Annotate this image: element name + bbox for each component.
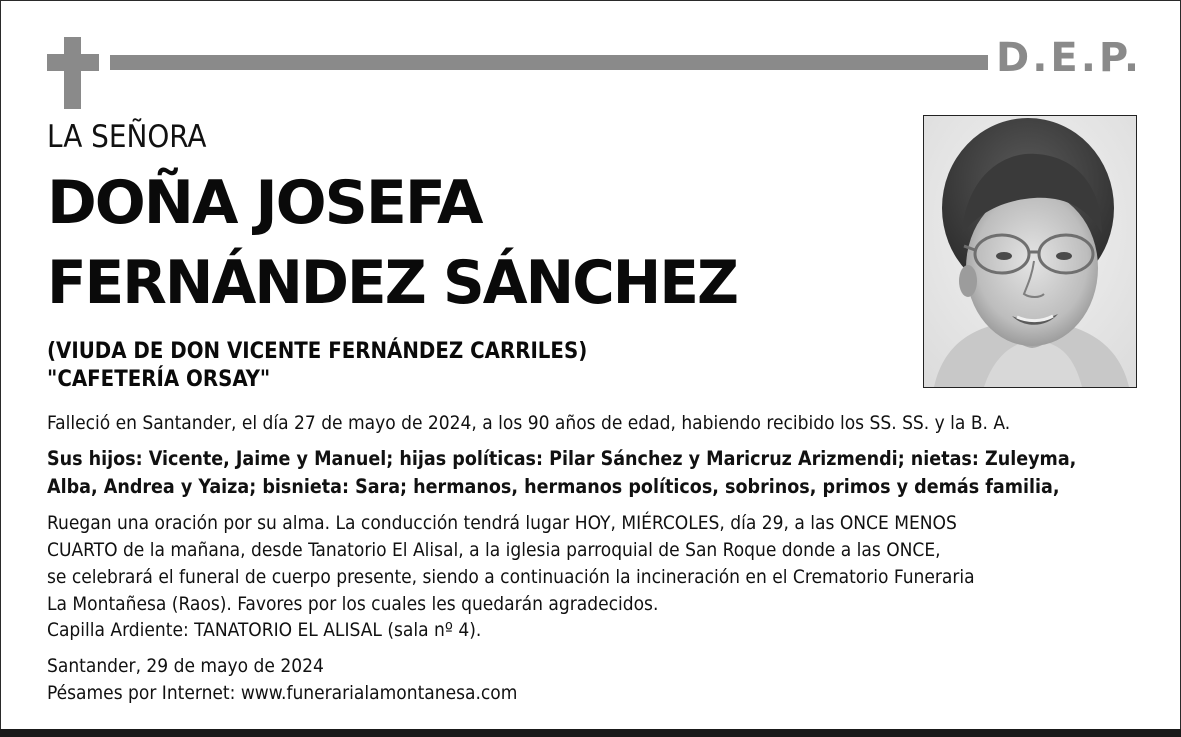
deceased-name-line1: DOÑA JOSEFA	[47, 168, 482, 238]
portrait-photo	[923, 115, 1137, 388]
family-line-1: Sus hijos: Vicente, Jaime y Manuel; hijas políticas: Pilar Sánchez y Maricruz Arizmendi; nietas: Zuleyma,	[47, 447, 1077, 470]
request-line-1: Ruegan una oración por su alma. La conducción tendrá lugar HOY, MIÉRCOLES, día 29, a las ONCE MENOS	[47, 512, 957, 534]
request-line-2: CUARTO de la mañana, desde Tanatorio El Alisal, a la iglesia parroquial de San Roque donde a las ONCE,	[47, 539, 941, 561]
deceased-name-line2: FERNÁNDEZ SÁNCHEZ	[47, 248, 738, 318]
bottom-rule	[0, 729, 1181, 737]
death-notice: Falleció en Santander, el día 27 de mayo de 2024, a los 90 años de edad, habiendo recibido los SS. SS. y la B. A.	[47, 412, 1011, 434]
header-rule	[110, 55, 988, 70]
request-line-4: La Montañesa (Raos). Favores por los cuales les quedarán agradecidos.	[47, 593, 659, 615]
request-line-5: Capilla Ardiente: TANATORIO EL ALISAL (sala nº 4).	[47, 619, 482, 641]
widow-subtitle: (VIUDA DE DON VICENTE FERNÁNDEZ CARRILES)	[47, 339, 588, 364]
business-subtitle: "CAFETERÍA ORSAY"	[47, 367, 271, 392]
family-line-2: Alba, Andrea y Yaiza; bisnieta: Sara; hermanos, hermanos políticos, sobrinos, primos y demás familia,	[47, 475, 1060, 498]
request-line-3: se celebrará el funeral de cuerpo presente, siendo a continuación la incineración en el Crematorio Funeraria	[47, 566, 975, 588]
dep-label: D.E.P.	[996, 35, 1143, 81]
place-date: Santander, 29 de mayo de 2024	[47, 655, 324, 677]
portrait-illustration	[924, 116, 1136, 387]
condolences-web: Pésames por Internet: www.funerarialamontanesa.com	[47, 682, 518, 704]
cross-icon	[47, 37, 99, 109]
title-prefix: LA SEÑORA	[47, 119, 207, 155]
